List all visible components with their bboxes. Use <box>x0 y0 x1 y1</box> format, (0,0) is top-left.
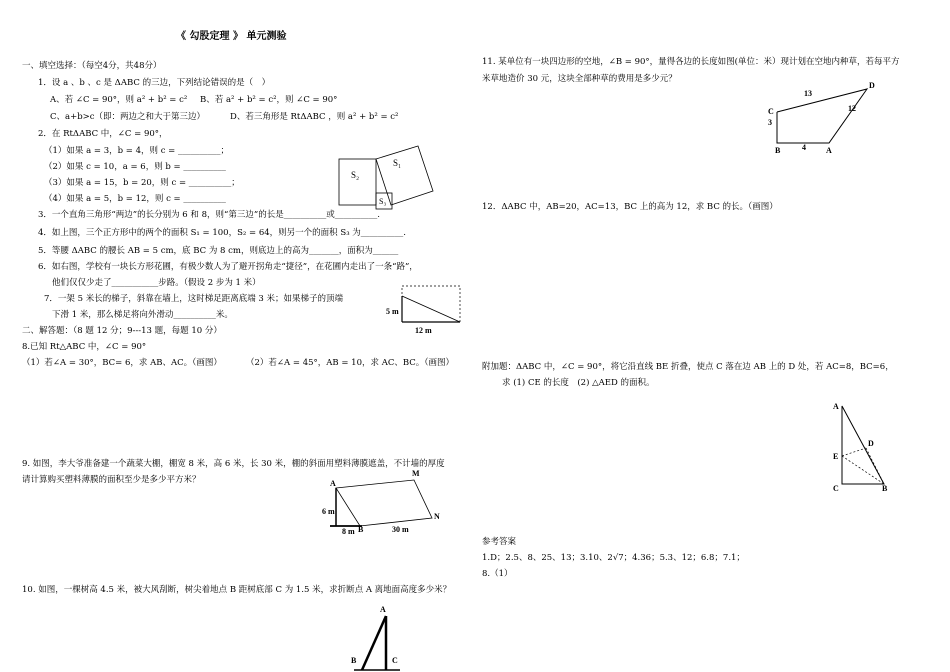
q9-line-2: 请计算购买塑料薄膜的面积至少是多少平方米？ <box>22 475 201 485</box>
q7-line-1: 7．一架 5 米长的梯子，斜靠在墙上，这时梯足距离底端 3 米；如果梯子的顶端 <box>44 294 344 304</box>
fold-label-d: D <box>868 439 874 448</box>
label-s2: S₂ <box>351 170 360 180</box>
answers-line-1: 1.D；2.5、8、25、13；3.10、2√7；4.36；5.3、12；6.8；7.1； <box>482 553 745 563</box>
tree-label-c: C <box>392 656 398 665</box>
bonus-line-2: 求 (1) CE 的长度 (2) △AED 的面积。 <box>502 378 655 388</box>
quad-side-cd: 13 <box>804 89 812 98</box>
q8-stem: 8.已知 Rt△ABC 中，∠C = 90° <box>22 342 147 352</box>
fold-label-b: B <box>882 484 888 493</box>
q1-option-c: C、a+b>c（即：两边之和大于第三边） <box>50 112 206 122</box>
q11-line-1: 11. 某单位有一块四边形的空地，∠B = 90°，量得各边的长度如图(单位：米）现计划在空地内种草，若每平方 <box>482 57 900 67</box>
q5: 5．等腰 ΔABC 的腰长 AB = 5 cm，底 BC 为 8 cm，则底边上的高为_______，面积为______ <box>38 246 399 256</box>
answers-line-2: 8.（1） <box>482 569 513 579</box>
quad-label-c: C <box>768 107 774 116</box>
quad-side-ab: 4 <box>802 143 806 152</box>
section-1-heading: 一、填空选择：（每空4分，共48分） <box>22 61 162 71</box>
fold-label-e: E <box>833 452 839 461</box>
shed-length-label: 30 m <box>392 525 409 534</box>
q8-part-2: （2）若∠A = 45°，AB = 10，求 AC、BC。（画图） <box>246 358 454 368</box>
figure-garden <box>383 282 468 337</box>
quad-label-b: B <box>775 146 781 155</box>
figure-fold <box>826 398 896 494</box>
q12: 12．ΔABC 中，AB=20，AC=13，BC 上的高为 12，求 BC 的长。（画图） <box>482 202 778 212</box>
figure-quadrilateral <box>762 80 887 155</box>
q1-stem: 1．设 a 、b 、c 是 ΔABC 的三边，下列结论错误的是（ ） <box>38 78 271 88</box>
quad-label-d: D <box>869 81 875 90</box>
quad-side-ad: 12 <box>848 104 856 113</box>
q2-sub-4: （4）如果 a = 5，b = 12，则 c = __________ <box>44 194 226 204</box>
q2-sub-3: （3）如果 a = 15，b = 20，则 c = __________； <box>44 178 240 188</box>
q6-line-2: 他们仅仅少走了___________步路。（假设 2 步为 1 米） <box>52 278 261 288</box>
tree-label-a: A <box>380 605 386 614</box>
q7-line-2: 下滑 1 米，那么梯足将向外滑动__________米。 <box>52 310 233 320</box>
shed-label-m: M <box>412 469 420 478</box>
tree-label-b: B <box>351 656 357 665</box>
quad-label-a: A <box>826 146 832 155</box>
page-title: 《 勾股定理 》 单元测验 <box>176 31 287 42</box>
q2-stem: 2．在 RtΔABC 中，∠C = 90°， <box>38 129 168 139</box>
q2-sub-2: （2）如果 c = 10，a = 6，则 b = __________ <box>44 162 226 172</box>
bonus-line-1: 附加题：ΔABC 中，∠C = 90°，将它沿直线 BE 折叠，使点 C 落在边 AB 上的 D 处，若 AC=8，BC=6， <box>482 362 894 372</box>
figure-shed <box>320 466 450 536</box>
q2-sub-1: （1）如果 a = 3，b = 4，则 c = __________； <box>44 146 229 156</box>
figure-three-squares <box>335 140 435 220</box>
shed-label-a: A <box>330 479 336 488</box>
q10: 10. 如图，一棵树高 4.5 米，被大风刮断，树尖着地点 B 距树底部 C 为 1.5 米，求折断点 A 离地面高度多少米？ <box>22 585 452 595</box>
shed-label-b: B <box>358 525 364 534</box>
shed-width-label: 8 m <box>342 527 355 536</box>
fold-label-c: C <box>833 484 839 493</box>
q3: 3．一个直角三角形“两边”的长分别为 6 和 8，则“第三边”的长是__________或__________. <box>38 210 380 220</box>
section-2-heading: 二、解答题：（8 题 12 分；9---13 题，每题 10 分） <box>22 326 222 336</box>
shed-label-n: N <box>434 512 440 521</box>
label-s1: S₁ <box>393 158 402 168</box>
label-s3: S₃ <box>379 197 387 206</box>
figure-tree <box>340 604 420 672</box>
q4: 4．如上图，三个正方形中的两个的面积 S₁ = 100，S₂ = 64，则另一个的面积 S₃ 为__________. <box>38 228 407 238</box>
garden-width-label: 12 m <box>415 326 432 335</box>
garden-height-label: 5 m <box>386 307 399 316</box>
q11-line-2: 米草地造价 30 元，这块全部种草的费用是多少元？ <box>482 74 677 84</box>
fold-label-a: A <box>833 402 839 411</box>
q1-option-d: D、若三角形是 RtΔABC ，则 a² + b² = c² <box>230 112 399 122</box>
q9-line-1: 9. 如图，李大爷准备建一个蔬菜大棚，棚宽 8 米，高 6 米，长 30 米，棚的斜面用塑料薄膜遮盖，不计墙的厚度 <box>22 459 445 469</box>
q1-option-a: A、若 ∠C = 90°，则 a² + b² = c² <box>50 95 188 105</box>
answers-title: 参考答案 <box>482 537 517 547</box>
q8-part-1: （1）若∠A = 30°，BC= 6，求 AB、AC。（画图） <box>22 358 222 368</box>
quad-side-bc: 3 <box>768 118 772 127</box>
q6-line-1: 6．如右图，学校有一块长方形花圃，有极少数人为了避开拐角走“捷径”，在花圃内走出了一条“路”， <box>38 262 418 272</box>
shed-height-label: 6 m <box>322 507 335 516</box>
q1-option-b: B、若 a² + b² = c²，则 ∠C = 90° <box>200 95 338 105</box>
